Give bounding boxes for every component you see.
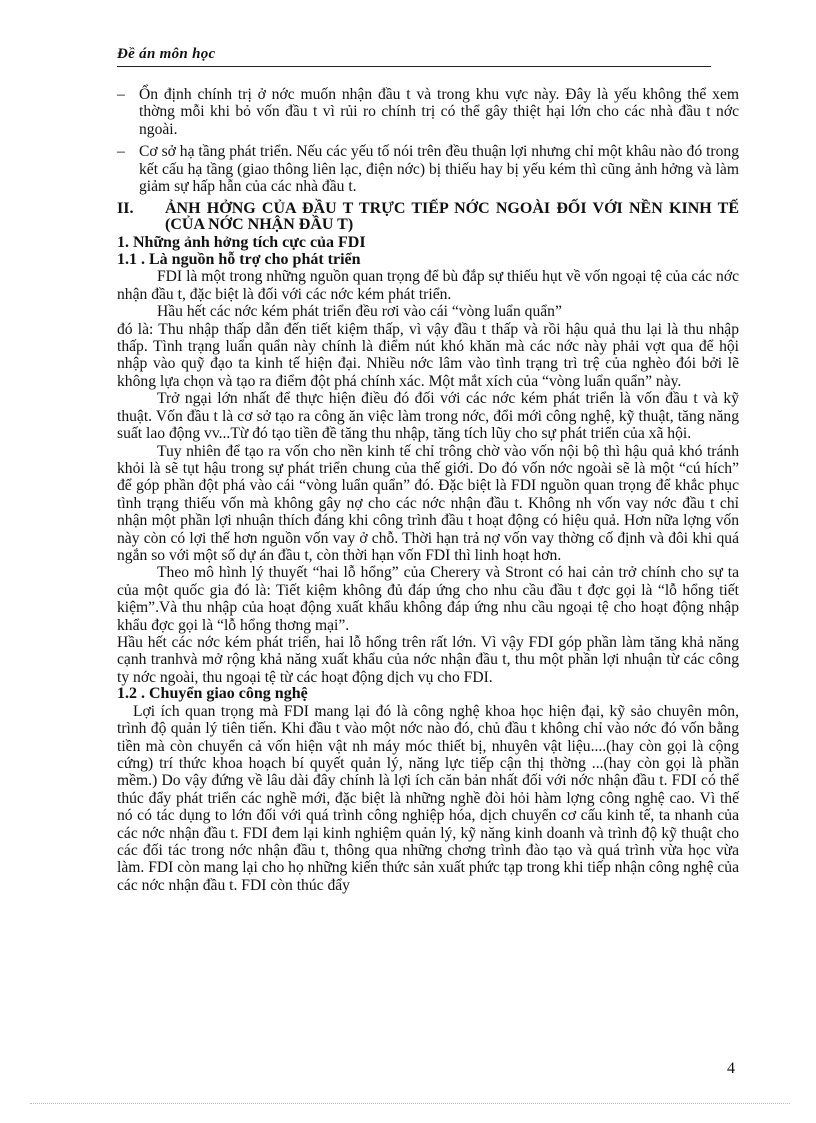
bullet-dash: – [117,143,125,161]
header-rule [117,66,711,67]
bullet-dash: – [117,86,125,103]
paragraph: Tuy nhiên để tạo ra vốn cho nền kinh tế chỉ trông chờ vào vốn nội bộ thì hậu quả khó tránh khỏi là sẽ tụt hậu trong sự phát triển chung của thế giới. Do đó vốn nớc ngoài sẽ là một “cú hích” để góp phần đột phá vào cái “vòng luẩn quẩn” đó. Đặc biệt là FDI nguồn quan trọng để khắc phục tình trạng thiếu vốn mà không gây nợ cho các nớc nhận đầu t. Không nh vốn vay nớc đầu t chỉ nhận một phần lợi nhuận thích đáng khi công trình đầu t hoạt động có hiệu quả. Hơn nữa lợng vốn này còn có lợi thế hơn nguồn vốn vay ở chỗ. Thời hạn trả nợ vốn vay thờng cố định và đôi khi quá ngắn so với một số dự án đầu t, còn thời hạn vốn FDI thì linh hoạt hơn. [117,442,739,564]
paragraph: đó là: Thu nhập thấp dẫn đến tiết kiệm thấp, vì vậy đầu t thấp và rồi hậu quả thu lại là thu nhập thấp. Tình trạng luẩn quẩn này chính là điểm nút khó khăn mà các nớc này phải vợt qua để hội nhập vào quỹ đạo ta kinh tế hiện đại. Nhiều nớc lâm vào tình trạng trì trệ của nghèo đói bởi lẽ không lựa chọn và tạo ra điểm đột phá chính xác. Một mắt xích của “vòng luẩn quẩn” này. [117,320,739,390]
paragraph: Lợi ích quan trọng mà FDI mang lại đó là công nghệ khoa học hiện đại, kỹ sảo chuyên môn, trình độ quản lý tiên tiến. Khi đầu t vào một nớc nào đó, chủ đầu t không chỉ vào nớc đó vốn bằng tiền mà còn chuyển cả vốn hiện vật nh máy móc thiết bị, nhuyên vật liệu....(hay còn gọi là cộng cứng) trí thức khoa hoạch bí quyết quản lý, năng lực tiếp cận thị thờng ...(hay còn gọi là phần mềm.) Do vậy đứng về lâu dài đây chính là lợi ích căn bản nhất đối với nớc nhận đầu t. FDI có thể thúc đẩy phát triển các nghề mới, đặc biệt là những nghề đòi hỏi hàm lợng công nghệ cao. Vì thế nó có tác dụng to lớn đối với quá trình công nghiệp hóa, dịch chuyển cơ cấu kinh tế, ta nhanh của các nớc nhận đầu t. FDI đem lại kinh nghiệm quản lý, kỹ năng kinh doanh và trình độ kỹ thuật cho các đối tác trong nớc nhận đầu t, thông qua những chơng trình đào tạo và quá trình vừa học vừa làm. FDI còn mang lại cho họ những kiến thức sản xuất phức tạp trong khi tiếp nhận công nghệ của các nớc nhận đầu t. FDI còn thúc đẩy [117,702,739,894]
paragraph: Theo mô hình lý thuyết “hai lỗ hổng” của Cherery và Stront có hai cản trở chính cho sự ta của một quốc gia đó là: Tiết kiệm không đủ đáp ứng cho nhu cầu đầu t đợc gọi là “lỗ hổng tiết kiệm”.Và thu nhập của hoạt động xuất khẩu không đáp ứng nhu cầu ngoại tệ cho hoạt động nhập khẩu đợc gọi là “lỗ hổng thơng mại”. [117,564,739,634]
bullet-text: Cơ sở hạ tầng phát triển. Nếu các yếu tố nói trên đều thuận lợi nhưng chỉ một khâu nào đó trong kết cấu hạ tầng (giao thông liên lạc, điện nớc) bị thiếu hay bị yếu kém thì cũng ảnh hởng và làm giảm sự hấp hẫn của các nhà đầu t. [139,143,739,196]
paragraph: Trở ngại lớn nhất để thực hiện điều đó đối với các nớc kém phát triển là vốn đầu t và kỹ thuật. Vốn đầu t là cơ sở tạo ra công ăn việc làm trong nớc, đổi mới công nghệ, kỹ thuật, tăng năng suất lao động vv...Từ đó tạo tiền đề tăng thu nhập, tăng tích lũy cho sự phát triển của xã hội. [117,390,739,443]
paragraph: FDI là một trong những nguồn quan trọng để bù đắp sự thiếu hụt về vốn ngoại tệ của các nớc nhận đầu t, đặc biệt là đối với các nớc kém phát triển. [117,268,739,303]
bullet-item [117,86,739,138]
page-number: 4 [727,1060,735,1077]
footer-rule [30,1103,790,1104]
document-body [117,86,739,894]
bullet-text: Ổn định chính trị ở nớc muốn nhận đầu t và trong khu vực này. Đây là yếu không thể xem thờng mỗi khi bỏ vốn đầu t vì rủi ro chính trị có thể gây thiệt hại lớn cho các nhà đầu t nớc ngoài. [139,86,739,138]
document-header: Đề án môn học [117,46,216,62]
subsection-heading: 1.1 . Là nguồn hỗ trợ cho phát triển [117,250,361,268]
section-number: II. [117,200,134,218]
subsection-heading: 1.2 . Chuyển giao công nghệ [117,685,308,703]
bullet-item [117,143,739,195]
subsection-heading: 1. Những ảnh hởng tích cực của FDI [117,234,366,252]
section-heading [117,201,739,233]
section-title: ẢNH HỞNG CỦA ĐẦU T TRỰC TIẾP NỚC NGOÀI ĐỐI VỚI NỀN KINH TẾ (CỦA NỚC NHẬN ĐẦU T) [165,200,739,234]
paragraph: Hầu hết các nớc kém phát triển đều rơi vào cái “vòng luẩn quẩn” [157,303,562,321]
paragraph: Hầu hết các nớc kém phát triển, hai lỗ hổng trên rất lớn. Vì vậy FDI góp phần làm tăng khả năng cạnh tranhvà mở rộng khả năng xuất khẩu của nớc nhận đầu t, thu một phần lợi nhuận từ các công ty nớc ngoài, thu ngoại tệ từ các hoạt động dịch vụ cho FDI. [117,633,739,686]
